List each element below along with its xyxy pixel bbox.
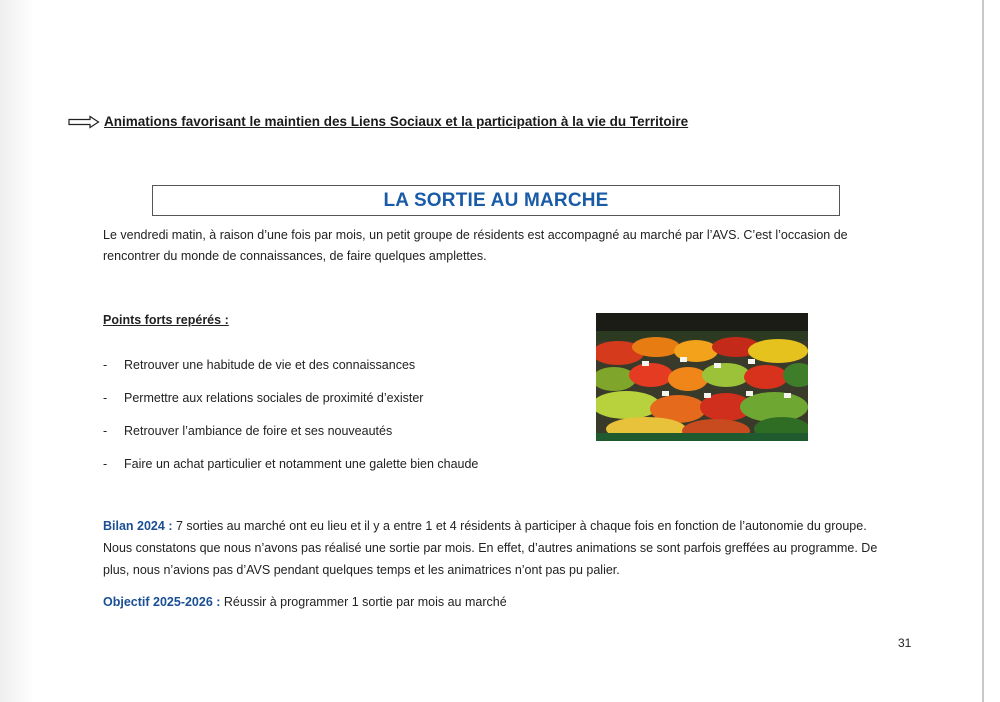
scan-border-right bbox=[982, 0, 984, 702]
list-bullet: - bbox=[103, 457, 108, 471]
list-item-text: Retrouver une habitude de vie et des connaissances bbox=[124, 358, 416, 372]
bilan-text: 7 sorties au marché ont eu lieu et il y a entre 1 et 4 résidents à participer à chaque fois en fonction de l’autonomie du groupe. Nous constatons que nous n’avons pas réalisé une sortie par mois. En effet, d’autres animations se sont parfois greffées au programme. De plus, nous n’avions pas d’AVS pendant quelques temps et les animatrices n’ont pas pu palier. bbox=[103, 519, 878, 577]
bilan-paragraph bbox=[103, 515, 893, 581]
scan-shadow-left bbox=[0, 0, 34, 702]
list-item bbox=[103, 355, 573, 388]
list-bullet: - bbox=[103, 424, 108, 438]
section-heading-text: Animations favorisant le maintien des Liens Sociaux et la participation à la vie du Territoire bbox=[104, 114, 689, 129]
list-bullet: - bbox=[103, 358, 108, 372]
section-heading bbox=[68, 114, 688, 129]
page-number: 31 bbox=[898, 636, 912, 650]
right-arrow-icon bbox=[68, 115, 100, 129]
list-item bbox=[103, 421, 573, 454]
market-stall-photo bbox=[596, 313, 808, 441]
points-title: Points forts repérés : bbox=[103, 313, 229, 327]
intro-paragraph: Le vendredi matin, à raison d’une fois par mois, un petit groupe de résidents est accompagné au marché par l’AVS. C’est l’occasion de rencontrer du monde de connaissances, de faire quelques amplettes. bbox=[103, 228, 848, 263]
objectif-label: Objectif 2025-2026 : bbox=[103, 595, 221, 609]
list-item-text: Permettre aux relations sociales de proximité d’exister bbox=[124, 391, 424, 405]
objectif-text: Réussir à programmer 1 sortie par mois au marché bbox=[223, 595, 507, 609]
list-item bbox=[103, 388, 573, 421]
objectif-paragraph bbox=[103, 592, 893, 612]
bilan-label: Bilan 2024 : bbox=[103, 519, 173, 533]
points-list bbox=[103, 355, 573, 487]
list-item bbox=[103, 454, 573, 487]
page-title: LA SORTIE AU MARCHE bbox=[383, 189, 609, 211]
list-item-text: Faire un achat particulier et notamment une galette bien chaude bbox=[124, 457, 479, 471]
title-box bbox=[152, 185, 840, 216]
list-bullet: - bbox=[103, 391, 108, 405]
list-item-text: Retrouver l’ambiance de foire et ses nouveautés bbox=[124, 424, 393, 438]
